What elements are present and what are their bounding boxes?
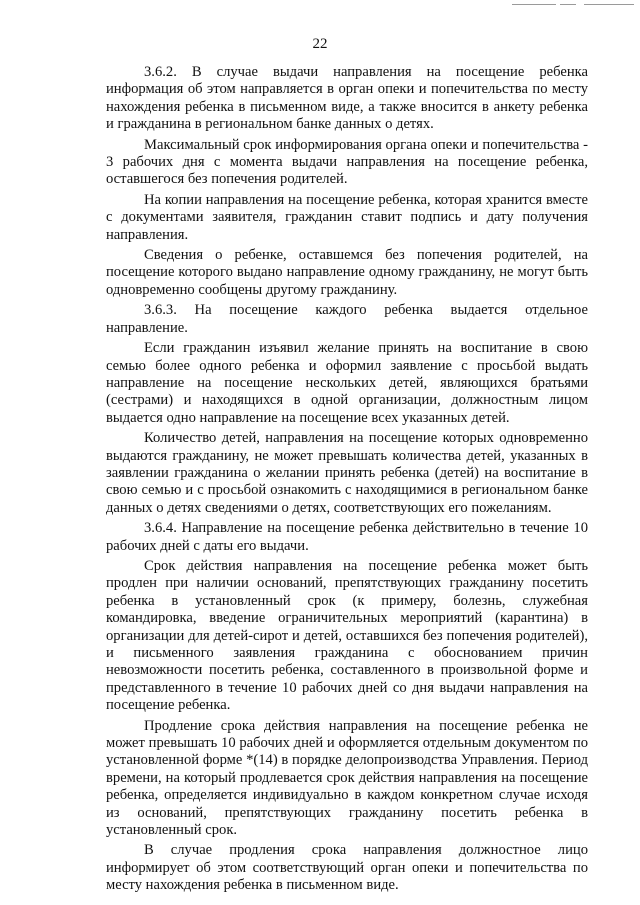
paragraph-siblings: Если гражданин изъявил желание принять на воспитание в свою семью более одного ребенка и оформил заявление с просьбой выдать направление на посещение нескольких детей, являющихся братьями (сестрами) и находящихся в одной организации, должностным лицом выдается одно направление на посещение всех указанных детей.: [106, 340, 588, 426]
scan-corner-mark: [512, 4, 556, 5]
page-number: 22: [312, 36, 328, 52]
paragraph-extension-grounds: Срок действия направления на посещение ребенка может быть продлен при наличии оснований, препятствующих гражданину посетить ребенка в установленный срок (к примеру, болезнь, служебная командировка, введение ограничительных мероприятий (карантина) в организации для детей-сирот и детей, оставшихся без попечения родителей), и письменного заявления гражданина с обоснованием причин невозможности посетить ребенка, составленного в произвольной форме и представленного в течение 10 рабочих дней со дня выдачи направления на посещение ребенка.: [106, 557, 588, 714]
paragraph-extension-limit: Продление срока действия направления на посещение ребенка не может превышать 10 рабочих дней и оформляется отдельным документом по установленной форме *(14) в порядке делопроизводства Управления. Период времени, на который продлевается срок действия направления на посещение ребенка, определяется индивидуально в каждом конкретном случае исходя из оснований, препятствующих гражданину посетить ребенка в установленный срок.: [106, 717, 588, 839]
paragraph-copy-signature: На копии направления на посещение ребенка, которая хранится вместе с документами заявителя, гражданин ставит подпись и дату получения направления.: [106, 191, 588, 243]
paragraph-3-6-4: 3.6.4. Направление на посещение ребенка действительно в течение 10 рабочих дней с даты его выдачи.: [106, 520, 588, 554]
paragraph-3-6-2: 3.6.2. В случае выдачи направления на посещение ребенка информация об этом направляется в орган опеки и попечительства по месту нахождения ребенка в письменном виде, а также вносится в анкету ребенка и гражданина в региональном банке данных о детях.: [106, 64, 588, 133]
paragraph-max-term: Максимальный срок информирования органа опеки и попечительства - 3 рабочих дня с момента выдачи направления на посещение ребенка, оставшегося без попечения родителей.: [106, 136, 588, 188]
paragraph-children-count: Количество детей, направления на посещение которых одновременно выдаются гражданину, не может превышать количества детей, указанных в заявлении гражданина о желании принять ребенка (детей) на воспитание в свою семью и с просьбой ознакомить с находящимися в региональном банке данных о детях сведениями о детях, соответствующих его пожеланиям.: [106, 430, 588, 516]
scan-corner-mark: [560, 4, 576, 5]
paragraph-info-restriction: Сведения о ребенке, оставшемся без попечения родителей, на посещение которого выдано направление одному гражданину, не могут быть одновременно сообщены другому гражданину.: [106, 247, 588, 298]
document-body: [106, 64, 588, 898]
paragraph-3-6-3: 3.6.3. На посещение каждого ребенка выдается отдельное направление.: [106, 302, 588, 336]
scan-corner-mark: [584, 4, 634, 5]
paragraph-extension-notify: В случае продления срока направления должностное лицо информирует об этом соответствующий орган опеки и попечительства по месту нахождения ребенка в письменном виде.: [106, 842, 588, 894]
